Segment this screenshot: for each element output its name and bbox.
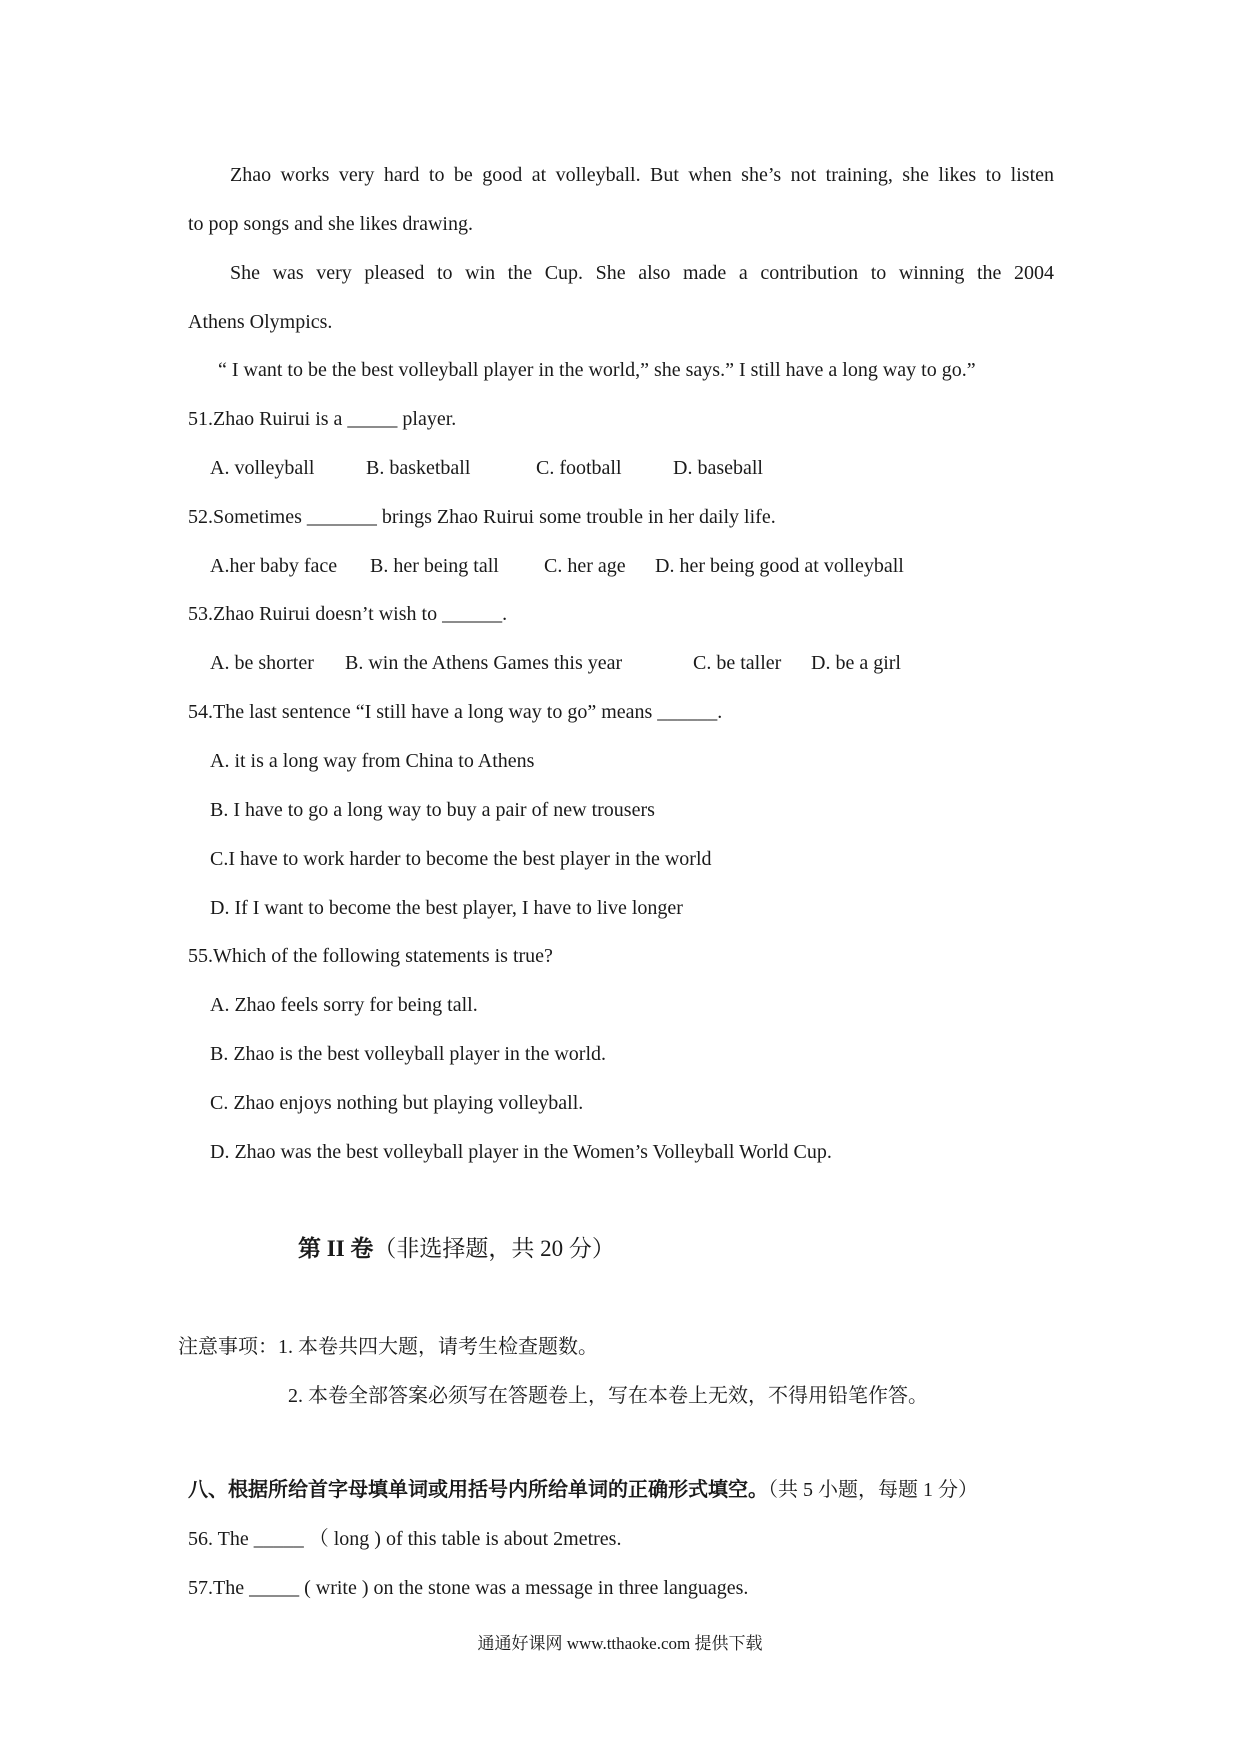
question-54-stem: 54.The last sentence “I still have a long way to go” means ______. <box>188 701 723 723</box>
question-53-stem: 53.Zhao Ruirui doesn’t wish to ______. <box>188 603 508 625</box>
passage-paragraph-1-line-1: Zhao works very hard to be good at volleyball. But when she’s not training, she likes to listen <box>230 164 1054 186</box>
question-53-option-c: C. be taller <box>693 652 782 674</box>
notice-item-2: 2. 本卷全部答案必须写在答题卷上，写在本卷上无效，不得用铅笔作答。 <box>288 1385 928 1407</box>
section-2-title-label: 第 II 卷 <box>298 1236 374 1261</box>
question-52-option-a: A.her baby face <box>210 555 338 577</box>
question-51-option-d: D. baseball <box>673 457 763 479</box>
question-52-option-d: D. her being good at volleyball <box>655 555 904 577</box>
passage-paragraph-1-line-2: to pop songs and she likes drawing. <box>188 213 473 235</box>
question-55-stem: 55.Which of the following statements is true? <box>188 945 553 967</box>
part-8-heading-score: （共 5 小题，每题 1 分） <box>768 1479 978 1501</box>
notice-line-1 <box>178 1335 598 1359</box>
question-53-option-d: D. be a girl <box>811 652 901 674</box>
question-51-option-c: C. football <box>536 457 622 479</box>
question-52-option-c: C. her age <box>544 555 626 577</box>
question-53-option-a: A. be shorter <box>210 652 314 674</box>
page-footer: 通通好课网 www.tthaoke.com 提供下载 <box>477 1634 763 1653</box>
question-52-stem: 52.Sometimes _______ brings Zhao Ruirui some trouble in her daily life. <box>188 506 776 528</box>
passage-paragraph-3: “ I want to be the best volleyball player in the world,” she says.” I still have a long way to go.” <box>218 359 976 381</box>
question-51-stem: 51.Zhao Ruirui is a _____ player. <box>188 408 457 430</box>
passage-paragraph-2-line-1: She was very pleased to win the Cup. She also made a contribution to winning the 2004 <box>230 262 1054 284</box>
part-8-heading <box>188 1478 978 1502</box>
question-55-option-c: C. Zhao enjoys nothing but playing volleyball. <box>210 1092 584 1114</box>
question-57: 57.The _____ ( write ) on the stone was a message in three languages. <box>188 1577 749 1599</box>
question-52-option-b: B. her being tall <box>370 555 499 577</box>
part-8-heading-instruction: 八、根据所给首字母填单词或用括号内所给单词的正确形式填空。 <box>188 1479 768 1501</box>
section-2-title-note: （非选择题，共 20 分） <box>373 1236 615 1261</box>
notice-label: 注意事项： <box>178 1336 278 1358</box>
question-54-option-d: D. If I want to become the best player, I have to live longer <box>210 897 683 919</box>
question-55-option-d: D. Zhao was the best volleyball player in the Women’s Volleyball World Cup. <box>210 1141 832 1163</box>
question-55-option-b: B. Zhao is the best volleyball player in the world. <box>210 1043 607 1065</box>
notice-item-1: 1. 本卷共四大题，请考生检查题数。 <box>278 1336 598 1358</box>
question-54-option-c: C.I have to work harder to become the best player in the world <box>210 848 712 870</box>
question-54-option-b: B. I have to go a long way to buy a pair of new trousers <box>210 799 655 821</box>
question-55-option-a: A. Zhao feels sorry for being tall. <box>210 994 478 1016</box>
question-51-option-b: B. basketball <box>366 457 471 479</box>
question-54-option-a: A. it is a long way from China to Athens <box>210 750 535 772</box>
question-56: 56. The _____ （ long ) of this table is about 2metres. <box>188 1528 622 1550</box>
question-53-option-b: B. win the Athens Games this year <box>345 652 623 674</box>
passage-paragraph-2-line-2: Athens Olympics. <box>188 311 333 333</box>
question-51-option-a: A. volleyball <box>210 457 315 479</box>
section-2-title <box>298 1235 615 1263</box>
